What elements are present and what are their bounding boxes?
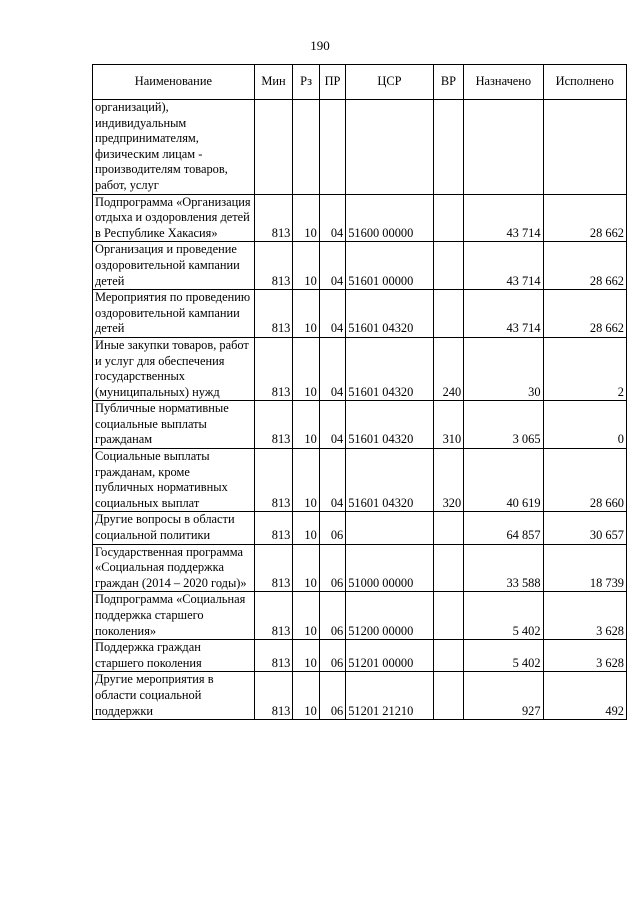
cell-name: Подпрограмма «Организация отдыха и оздоровления детей в Республике Хакасия»: [93, 194, 255, 242]
cell-assigned: 5 402: [464, 592, 543, 640]
cell-pr: 04: [319, 194, 345, 242]
header-executed: Исполнено: [543, 65, 626, 100]
cell-rz: 10: [293, 194, 319, 242]
cell-executed: [543, 100, 626, 195]
cell-executed: 18 739: [543, 544, 626, 592]
cell-min: 813: [254, 449, 293, 512]
cell-name: Государственная программа «Социальная поддержка граждан (2014 – 2020 годы)»: [93, 544, 255, 592]
cell-name: Другие мероприятия в области социальной поддержки: [93, 672, 255, 720]
cell-assigned: 43 714: [464, 290, 543, 338]
header-min: Мин: [254, 65, 293, 100]
cell-executed: 28 662: [543, 194, 626, 242]
cell-executed: 492: [543, 672, 626, 720]
cell-csr: 51601 04320: [346, 449, 433, 512]
cell-min: 813: [254, 672, 293, 720]
table-header-row: [93, 65, 627, 100]
table-row: [93, 242, 627, 290]
cell-name: Мероприятия по проведению оздоровительной кампании детей: [93, 290, 255, 338]
cell-min: 813: [254, 290, 293, 338]
table-row: [93, 337, 627, 400]
cell-rz: 10: [293, 290, 319, 338]
cell-name: Другие вопросы в области социальной политики: [93, 512, 255, 544]
cell-pr: 04: [319, 449, 345, 512]
cell-rz: 10: [293, 592, 319, 640]
cell-csr: 51201 21210: [346, 672, 433, 720]
cell-name: Подпрограмма «Социальная поддержка старшего поколения»: [93, 592, 255, 640]
cell-min: 813: [254, 337, 293, 400]
cell-vr: [433, 544, 464, 592]
table-row: [93, 640, 627, 672]
cell-pr: 06: [319, 544, 345, 592]
cell-min: [254, 100, 293, 195]
cell-vr: 240: [433, 337, 464, 400]
cell-pr: 06: [319, 592, 345, 640]
cell-name: Организация и проведение оздоровительной кампании детей: [93, 242, 255, 290]
cell-executed: 28 660: [543, 449, 626, 512]
cell-executed: 30 657: [543, 512, 626, 544]
cell-rz: 10: [293, 672, 319, 720]
cell-csr: 51601 04320: [346, 337, 433, 400]
cell-assigned: 33 588: [464, 544, 543, 592]
cell-rz: 10: [293, 640, 319, 672]
cell-min: 813: [254, 640, 293, 672]
cell-executed: 28 662: [543, 290, 626, 338]
cell-min: 813: [254, 194, 293, 242]
cell-pr: 04: [319, 242, 345, 290]
cell-min: 813: [254, 592, 293, 640]
cell-rz: 10: [293, 337, 319, 400]
table-row: [93, 592, 627, 640]
table-row: [93, 449, 627, 512]
cell-name: Поддержка граждан старшего поколения: [93, 640, 255, 672]
cell-min: 813: [254, 242, 293, 290]
cell-csr: 51200 00000: [346, 592, 433, 640]
cell-vr: [433, 242, 464, 290]
cell-name: Иные закупки товаров, работ и услуг для обеспечения государственных (муниципальных) нужд: [93, 337, 255, 400]
budget-table: [92, 64, 627, 720]
cell-csr: [346, 100, 433, 195]
cell-vr: 320: [433, 449, 464, 512]
cell-rz: 10: [293, 401, 319, 449]
cell-vr: 310: [433, 401, 464, 449]
table-row: [93, 672, 627, 720]
table-row: [93, 290, 627, 338]
cell-rz: 10: [293, 544, 319, 592]
cell-executed: 0: [543, 401, 626, 449]
header-csr: ЦСР: [346, 65, 433, 100]
cell-assigned: 5 402: [464, 640, 543, 672]
table-row: [93, 100, 627, 195]
cell-csr: 51601 00000: [346, 242, 433, 290]
cell-pr: 06: [319, 640, 345, 672]
cell-vr: [433, 100, 464, 195]
cell-min: 813: [254, 512, 293, 544]
cell-vr: [433, 672, 464, 720]
cell-assigned: 3 065: [464, 401, 543, 449]
cell-executed: 3 628: [543, 592, 626, 640]
cell-pr: 04: [319, 290, 345, 338]
cell-assigned: [464, 100, 543, 195]
cell-csr: 51000 00000: [346, 544, 433, 592]
cell-assigned: 40 619: [464, 449, 543, 512]
header-vr: ВР: [433, 65, 464, 100]
cell-assigned: 43 714: [464, 194, 543, 242]
header-pr: ПР: [319, 65, 345, 100]
cell-rz: 10: [293, 449, 319, 512]
cell-name: организаций), индивидуальным предпринимателям, физическим лицам - производителям товаров, работ, услуг: [93, 100, 255, 195]
cell-pr: [319, 100, 345, 195]
table-row: [93, 544, 627, 592]
cell-vr: [433, 194, 464, 242]
cell-min: 813: [254, 401, 293, 449]
cell-assigned: 64 857: [464, 512, 543, 544]
cell-assigned: 43 714: [464, 242, 543, 290]
cell-csr: [346, 512, 433, 544]
header-rz: Рз: [293, 65, 319, 100]
header-assigned: Назначено: [464, 65, 543, 100]
table-body: [93, 100, 627, 720]
table-row: [93, 512, 627, 544]
cell-vr: [433, 640, 464, 672]
cell-assigned: 927: [464, 672, 543, 720]
page-number: 190: [310, 38, 330, 53]
cell-pr: 04: [319, 337, 345, 400]
cell-name: Публичные нормативные социальные выплаты гражданам: [93, 401, 255, 449]
cell-executed: 2: [543, 337, 626, 400]
cell-rz: 10: [293, 242, 319, 290]
cell-vr: [433, 290, 464, 338]
cell-pr: 06: [319, 672, 345, 720]
cell-vr: [433, 512, 464, 544]
cell-executed: 28 662: [543, 242, 626, 290]
cell-rz: [293, 100, 319, 195]
cell-pr: 04: [319, 401, 345, 449]
cell-vr: [433, 592, 464, 640]
cell-pr: 06: [319, 512, 345, 544]
cell-csr: 51600 00000: [346, 194, 433, 242]
header-name: Наименование: [93, 65, 255, 100]
cell-csr: 51601 04320: [346, 401, 433, 449]
cell-csr: 51601 04320: [346, 290, 433, 338]
cell-assigned: 30: [464, 337, 543, 400]
table-row: [93, 194, 627, 242]
cell-min: 813: [254, 544, 293, 592]
cell-executed: 3 628: [543, 640, 626, 672]
cell-rz: 10: [293, 512, 319, 544]
cell-csr: 51201 00000: [346, 640, 433, 672]
cell-name: Социальные выплаты гражданам, кроме публичных нормативных социальных выплат: [93, 449, 255, 512]
table-row: [93, 401, 627, 449]
